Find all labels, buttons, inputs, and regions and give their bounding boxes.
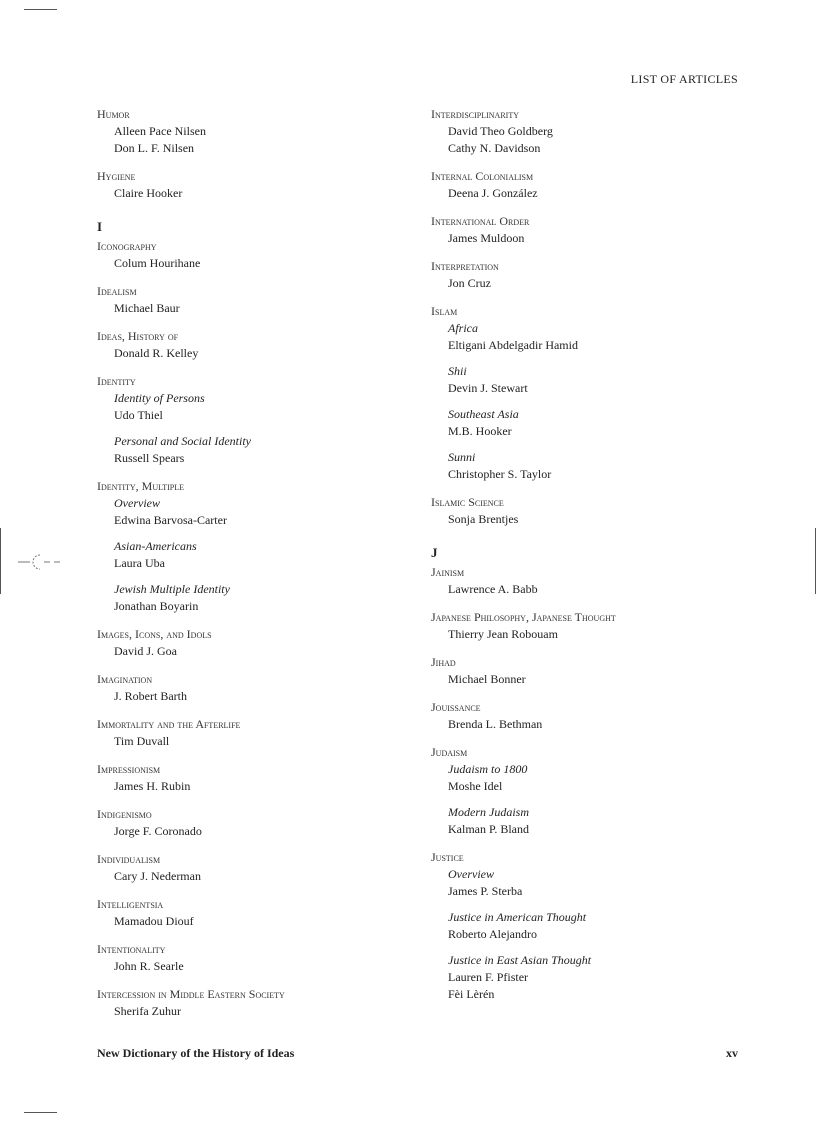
article-title: Humor xyxy=(97,107,130,121)
article-subtitle: Personal and Social Identity xyxy=(114,434,251,448)
article-author: Thierry Jean Robouam xyxy=(448,627,558,641)
article-subentry xyxy=(97,778,397,795)
article-subentry xyxy=(97,643,397,660)
article-entry xyxy=(431,168,751,202)
article-subentry xyxy=(97,123,397,157)
article-subentry xyxy=(431,804,751,838)
article-title: Jainism xyxy=(431,565,465,579)
article-subentry xyxy=(431,123,751,157)
article-title: Idealism xyxy=(97,284,137,298)
article-entry xyxy=(97,283,397,317)
article-entry xyxy=(431,494,751,528)
article-author: J. Robert Barth xyxy=(114,689,187,703)
article-entry xyxy=(97,986,397,1020)
article-author: Mamadou Diouf xyxy=(114,914,194,928)
section-letter: J xyxy=(431,545,438,560)
article-author: Christopher S. Taylor xyxy=(448,467,552,481)
article-title: Jihad xyxy=(431,655,456,669)
article-entry xyxy=(97,478,397,615)
article-title: Intercession in Middle Eastern Society xyxy=(97,987,285,1001)
footer-page-number: xv xyxy=(726,1046,738,1060)
article-subentry xyxy=(431,275,751,292)
article-author: Brenda L. Bethman xyxy=(448,717,543,731)
article-title: Iconography xyxy=(97,239,157,253)
article-entry xyxy=(97,716,397,750)
article-title: Islam xyxy=(431,304,458,318)
article-title: Ideas, History of xyxy=(97,329,179,343)
article-subentry xyxy=(97,958,397,975)
article-title: Indigenismo xyxy=(97,807,152,821)
article-entry xyxy=(97,328,397,362)
article-author: Donald R. Kelley xyxy=(114,346,199,360)
article-subentry xyxy=(431,909,751,943)
article-entry xyxy=(97,851,397,885)
article-title: Hygiene xyxy=(97,169,136,183)
article-subentry xyxy=(431,406,751,440)
article-author: M.B. Hooker xyxy=(448,424,512,438)
article-title: Identity, Multiple xyxy=(97,479,185,493)
article-subentry xyxy=(431,716,751,733)
article-author: David Theo Goldberg xyxy=(448,124,553,138)
article-subentry xyxy=(431,671,751,688)
article-title: Jouissance xyxy=(431,700,481,714)
article-entry xyxy=(97,671,397,705)
article-subentry xyxy=(97,913,397,930)
article-entry xyxy=(431,654,751,688)
article-subentry xyxy=(431,185,751,202)
article-title: Internal Colonialism xyxy=(431,169,534,183)
article-title: Interpretation xyxy=(431,259,499,273)
article-title: Imagination xyxy=(97,672,153,686)
article-title: Judaism xyxy=(431,745,468,759)
article-title: Identity xyxy=(97,374,136,388)
article-author: Jon Cruz xyxy=(448,276,491,290)
article-entry xyxy=(97,106,397,157)
article-subentry xyxy=(97,868,397,885)
article-entry xyxy=(431,258,751,292)
article-title: Impressionism xyxy=(97,762,161,776)
crop-mark-left-vertical xyxy=(0,528,1,594)
article-author: Michael Baur xyxy=(114,301,180,315)
article-subentry xyxy=(97,300,397,317)
article-subtitle: Shii xyxy=(448,364,467,378)
article-title: Immortality and the Afterlife xyxy=(97,717,241,731)
article-subtitle: Overview xyxy=(114,496,160,510)
article-author: Alleen Pace Nilsen xyxy=(114,124,206,138)
crop-mark-top-left xyxy=(24,9,57,10)
article-author: Jorge F. Coronado xyxy=(114,824,202,838)
article-subtitle: Justice in American Thought xyxy=(448,910,587,924)
article-author: Roberto Alejandro xyxy=(448,927,537,941)
article-author: Devin J. Stewart xyxy=(448,381,528,395)
article-entry xyxy=(97,941,397,975)
article-subtitle: Modern Judaism xyxy=(448,805,529,819)
article-author: James Muldoon xyxy=(448,231,525,245)
article-author: Russell Spears xyxy=(114,451,185,465)
article-subtitle: Sunni xyxy=(448,450,476,464)
article-subentry xyxy=(97,733,397,750)
article-author: Jonathan Boyarin xyxy=(114,599,199,613)
footer-book-title: New Dictionary of the History of Ideas xyxy=(97,1046,295,1060)
article-entry xyxy=(97,373,397,467)
article-author: Deena J. González xyxy=(448,186,538,200)
article-subtitle: Jewish Multiple Identity xyxy=(114,582,230,596)
article-subentry xyxy=(97,1003,397,1020)
article-subentry xyxy=(97,688,397,705)
section-letter: I xyxy=(97,219,103,234)
article-title: Intentionality xyxy=(97,942,166,956)
article-entry xyxy=(431,849,751,1003)
article-subentry xyxy=(97,255,397,272)
article-entry xyxy=(431,564,751,598)
article-author: David J. Goa xyxy=(114,644,177,658)
article-title: Individualism xyxy=(97,852,161,866)
article-title: Intelligentsia xyxy=(97,897,164,911)
article-subentry xyxy=(431,449,751,483)
registration-mark-icon xyxy=(18,552,60,572)
article-subtitle: Identity of Persons xyxy=(114,391,205,405)
article-subentry xyxy=(97,345,397,362)
article-entry xyxy=(431,609,751,643)
article-subtitle: Southeast Asia xyxy=(448,407,519,421)
article-subentry xyxy=(431,761,751,795)
article-author: Colum Hourihane xyxy=(114,256,201,270)
article-title: International Order xyxy=(431,214,530,228)
article-author: Eltigani Abdelgadir Hamid xyxy=(448,338,578,352)
article-author: James P. Sterba xyxy=(448,884,523,898)
article-title: Justice xyxy=(431,850,464,864)
article-entry xyxy=(97,626,397,660)
article-title: Islamic Science xyxy=(431,495,504,509)
article-author: Edwina Barvosa-Carter xyxy=(114,513,227,527)
article-author: Moshe Idel xyxy=(448,779,503,793)
article-author: Sherifa Zuhur xyxy=(114,1004,181,1018)
article-subtitle: Judaism to 1800 xyxy=(448,762,528,776)
article-subentry xyxy=(431,952,751,1003)
article-subentry xyxy=(431,866,751,900)
running-head: LIST OF ARTICLES xyxy=(630,72,738,86)
article-author: Lawrence A. Babb xyxy=(448,582,538,596)
article-subentry xyxy=(97,495,397,529)
article-subentry xyxy=(431,230,751,247)
article-author: Tim Duvall xyxy=(114,734,170,748)
article-author: Lauren F. Pfister xyxy=(448,970,529,984)
article-subentry xyxy=(97,581,397,615)
article-entry xyxy=(97,806,397,840)
article-author: Michael Bonner xyxy=(448,672,526,686)
article-entry xyxy=(97,168,397,202)
article-entry xyxy=(431,106,751,157)
article-entry xyxy=(97,238,397,272)
crop-mark-bottom-left xyxy=(24,1112,57,1113)
article-author: Kalman P. Bland xyxy=(448,822,529,836)
article-entry xyxy=(431,744,751,838)
article-subentry xyxy=(97,433,397,467)
article-author: Fèi Lèrén xyxy=(448,987,495,1001)
article-subentry xyxy=(431,581,751,598)
article-title: Images, Icons, and Idols xyxy=(97,627,212,641)
article-subtitle: Justice in East Asian Thought xyxy=(448,953,592,967)
article-author: Udo Thiel xyxy=(114,408,163,422)
article-author: Claire Hooker xyxy=(114,186,183,200)
article-subtitle: Asian-Americans xyxy=(114,539,197,553)
article-subtitle: Africa xyxy=(448,321,478,335)
article-entry xyxy=(431,699,751,733)
article-entry xyxy=(431,213,751,247)
article-author: Sonja Brentjes xyxy=(448,512,519,526)
article-subentry xyxy=(97,390,397,424)
article-entry xyxy=(431,303,751,483)
article-author: John R. Searle xyxy=(114,959,184,973)
article-title: Japanese Philosophy, Japanese Thought xyxy=(431,610,616,624)
article-subentry xyxy=(431,511,751,528)
article-subentry xyxy=(97,185,397,202)
article-subentry xyxy=(97,823,397,840)
article-author: Laura Uba xyxy=(114,556,165,570)
article-title: Interdisciplinarity xyxy=(431,107,519,121)
article-subentry xyxy=(431,320,751,354)
article-subtitle: Overview xyxy=(448,867,494,881)
article-author: James H. Rubin xyxy=(114,779,191,793)
right-column xyxy=(431,106,751,1014)
article-subentry xyxy=(431,363,751,397)
article-subentry xyxy=(97,538,397,572)
article-subentry xyxy=(431,626,751,643)
article-author: Don L. F. Nilsen xyxy=(114,141,195,155)
left-column xyxy=(97,106,397,1031)
article-entry xyxy=(97,896,397,930)
article-author: Cary J. Nederman xyxy=(114,869,201,883)
article-author: Cathy N. Davidson xyxy=(448,141,541,155)
article-entry xyxy=(97,761,397,795)
